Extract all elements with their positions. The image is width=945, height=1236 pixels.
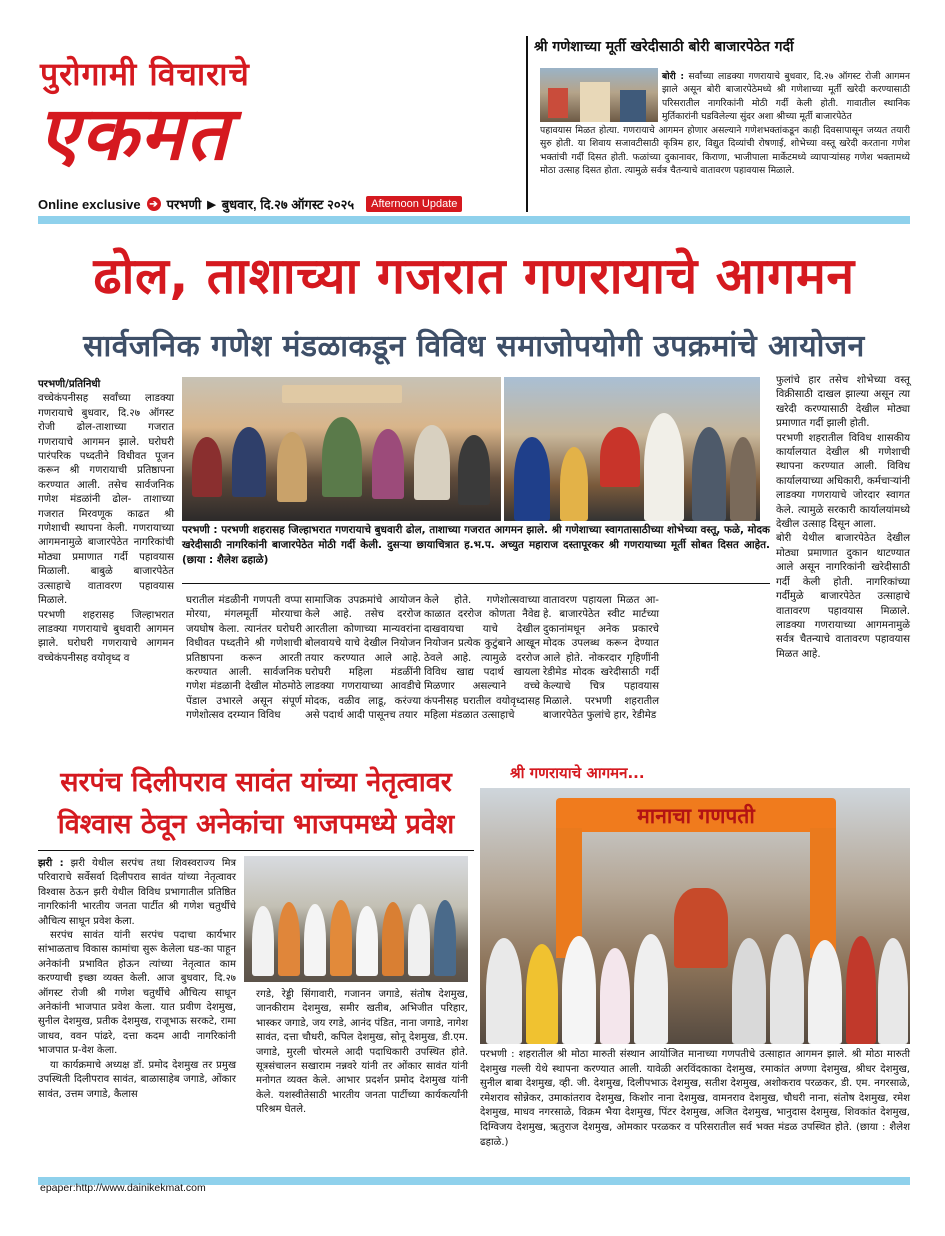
- photo-story-procession-photo: [480, 788, 910, 1044]
- masthead-logo: एकमत: [38, 91, 231, 177]
- main-story-column-right: [776, 374, 910, 662]
- photo-story-caption: परभणी : शहरातील श्री मोठा मारुती संस्थान आयोजित मानाच्या गणपतीचे उत्साहात आगमन झाले. श्री मोठा मारुती देशमुख गल्ली येथे स्थापना करण्यात आली. यावेळी अरविंदकाका देशमुख, रमाकांत अण्णा देशमुख, श्रीधर देशमुख, सुनील बाबा देशमुख, व्ही. जी. देशमुख, दिलीपभाऊ देशमुख, सतीश देशमुख, अशोकराव परळकर, डी. एम. नगरसाळे, रमेशराव सोन्नेकर, उमाकांतराव देशमुख, किशोर नाना देशमुख, वामनराव देशमुख, चौधरी नाना, संतोष देशमुख, रमेश देशमुख, माधव नगरसाळे, विक्रम भैया देशमुख, पिंटर देशमुख, अजित देशमुख, भानुदास देशमुख, शिवकांत देशमुख, दिग्विजय देशमुख, ऋतुराज देशमुख, ओमकार परळकर व परिसरातील सर्व भक्त मंडळ उपस्थित होते. (छाया : शैलेश ढहाळे.): [480, 1049, 910, 1148]
- main-photo-ganesh-idol: [504, 377, 760, 521]
- main-lower-column-4: वातावरण पहायला मिळत आ-हे. बाजारपेठेत स्वीट मार्टच्या दुकानांमधून अनेक प्रकारचे मोदक उपलब्ध करून देण्यात आले होते. नोकरदार गृहिणींनी रेडीमेड मोदक खरेदीसाठी गर्दी केल्याचे चित्र पहावयास मिळाले. परभणी शहरातील बाजारपेठेत फुलांचे हार, रेडीमेड: [543, 595, 659, 722]
- triangle-right-icon: ▶: [207, 198, 216, 211]
- date-label: बुधवार, दि.२७ ऑगस्ट २०२५: [221, 197, 355, 212]
- main-photo-market-crowd: [182, 377, 501, 521]
- story2-para-1-text: झरी येथील सरपंच तथा शिवस्वराज्य मित्र परिवाराचे सर्वेसर्वा दिलीपराव सावंत यांच्या नेतृत्वावर विश्वास ठेऊन झरी येथील विविध प्रभागातील प्रतिष्ठित नागरिकांनी भारतीय जनता पार्टीत श्री गणेश चतुर्थीचे औचित्य साधून प्रवेश केला.: [38, 858, 236, 927]
- main-para-2: परभणी शहरासह जिल्हाभरात लाडक्या गणरायाचे बुधवारी आगमन झाले. घरोघरी गणरायाचे आगमन वच्चेकंपनीसह वयोवृध्द व: [38, 609, 174, 664]
- story2-dateline: झरी :: [38, 858, 64, 869]
- brief-dateline: बोरी :: [662, 71, 685, 82]
- main-right-para-3: बोरी येथील बाजारपेठेत देखील मोठ्या प्रमाणात दुकान थाटण्यात आले असून नागरिकांनी खरेदीसाठी गर्दी केली होती. नागरिकांच्या गर्दीमुळे बाजारपेठेत उत्साहाचे वातावरण पहावयास मिळाले. लाडक्या गणरायाच्या आगमनामुळे सर्वत्र चैतन्याचे वातावरण पहावयास मिळत आहे.: [776, 533, 910, 660]
- afternoon-update-badge: Afternoon Update: [366, 196, 462, 212]
- photo-story-title: श्री गणरायाचे आगमन...: [510, 764, 645, 782]
- story2-column-2: रगडे, रेड्डी सिंगावारी, गजानन जगाडे, संतोष देशमुख, जानकीराम देशमुख, समीर खतीब, अभिजीत परिहार, भास्कर जगाडे, जय रगडे, आनंद पंडित, नाना जगाडे, नागेश सावंत, दत्ता चौधरी, कपिल देशमुख, सोनू देशमुख, डी.एम. जगाडे, मुरली चोरमले आदी पदाधिकारी उपस्थित होते. सूत्रसंचालन सखाराम नन्नवरे यांनी तर ओंकार सावंत यांनी मनोगत व्यक्त केले. आभार प्रदर्शन प्रमोद देशमुख यांनी केले. यशस्वीतेसाठी भारतीय जनता पार्टीच्या कार्यकर्त्यांनी परिश्रम घेतले.: [256, 989, 468, 1116]
- header-divider: [38, 216, 910, 224]
- edition-info-line: [38, 194, 522, 214]
- brief-title: श्री गणेशाच्या मूर्ती खरेदीसाठी बोरी बाजारपेठेत गर्दी: [534, 39, 794, 55]
- brief-text-continued: पहावयास मिळत होत्या. गणरायाचे आगमन होणार असल्याने गणेशभक्तांकडून काही दिवसापासून जय्यत तयारी सुरु होती. या शिवाय सजावटीसाठी कृत्रिम हार, विद्युत दिव्यांची रोषणाई, शोभेच्या वस्तू खरेदी करताना गणेश भक्तांची गर्दी दिसत होती. फळांच्या दुकानावर, किराणा, भाजीपाला मार्केटमध्ये व्यापाऱ्यांसह गणेश भक्तामध्ये मोठा उत्साह दिसत होता. त्यामुळे सर्वत्र चैतन्याचे वातावरण पहावयास मिळाले.: [540, 125, 911, 176]
- story2-column-1: [38, 857, 236, 1102]
- story2-para-1: [38, 857, 236, 929]
- main-lower-column-1: घरातील मंडळीनी गणपती वप्पा मोरया, मंगलमूर्ती मोरयाचा जयघोष केला. त्यानंतर घरोघरी विधीवत पध्दतीने श्री गणेशाची प्रतिष्ठापना करून आरती करण्यात आली. सार्वजनिक गणेश मंडळानी देखील मोठमोठे पेंडाल उभारले असून संपूर्ण गणेशोत्सव दरम्यान विविध: [186, 595, 302, 722]
- main-para-1: वच्चेकंपनीसह सर्वांच्या लाडक्या गणरायाचे बुधवार, दि.२७ ऑगस्ट रोजी ढोल-ताशाच्या गजरात गणरायाचे आगमन झाले. घरोघरी पारंपरिक पध्दतीने विधीवत पूजन करून श्री गणरायाची प्रतिष्ठापना करण्यात आली. तसेच सार्वजनिक गणेश मंडळांनी ढोल- ताशाच्या गजरात मिरवणूक काढत श्री गणेशाची स्थापना केली. गणरायाच्या आगमनामुळे बाजारपेठेत नागरिकांची मोठ्या प्रमाणात गर्दी पहावयास मिळाली. बाबुळे बाजारपेठेत उत्साहाचे वातावरण पहावयास मिळाले.: [38, 393, 174, 607]
- story2-group-photo: [244, 856, 468, 982]
- story2-para-3: या कार्यक्रमाचे अध्यक्ष डॉ. प्रमोद देशमुख तर प्रमुख उपस्थिती दिलीपराव सावंत, बाळासाहेब जगाडे, ओंकार सावंत, उत्तम जगाडे, कैलास: [38, 1059, 236, 1100]
- story2-divider: [38, 850, 474, 851]
- main-subheadline: सार्वजनिक गणेश मंडळाकडून विविध समाजोपयोगी उपक्रमांचे आयोजन: [83, 329, 865, 364]
- arch-pillar-right: [810, 828, 836, 958]
- main-dateline: परभणी/प्रतिनिधी: [38, 379, 101, 390]
- story2-para-2: सरपंच सावंत यांनी सरपंच पदाचा कार्यभार सांभाळताच विकास कामांचा सुरू केलेला धड-का पाहून अनेकांनी प्रभावित होऊन त्यांच्या नेतृत्वात काम करण्याची इच्छा व्यक्त केली. आज बुधवार, दि.२७ ऑगस्ट रोजी श्री गणेश चतुर्थीचे औचित्य साधून अनेकांनी भाजपात प्रवेश केला. यात प्रवीण देशमुख, सुनील देशमुख, प्रतीक देशमुख, राजूभाऊ सरकटे, रामा जाधव, ववन पांढरे, दत्ता कदम आदी नागरिकांनी भाजपात प्र-वेश केला.: [38, 930, 236, 1057]
- main-lower-column-3: केले होते. गणेशोत्सवाच्या काळात दररोज कोणता नैवेद्य दाखवायचा याचे देखील नियोजन प्रत्येक कुटुंबाने आखून ठेवले आहे. त्यामुळे दररोज विविध खाद्य पदार्थ खायला मिळणार असल्याने वच्चे कंपनीसह घरातील वयोवृध्दासह महिला मंडळात उत्साहाचे: [424, 595, 540, 722]
- story2-headline-line-2: विश्वास ठेवून अनेकांचा भाजपमध्ये प्रवेश: [57, 809, 455, 840]
- story2-headline-line-1: सरपंच दिलीपराव सावंत यांच्या नेतृत्वावर: [60, 767, 452, 798]
- main-story-column-1: [38, 378, 174, 666]
- city-label: परभणी: [166, 197, 202, 212]
- epaper-link[interactable]: epaper:http://www.dainikekmat.com: [40, 1182, 206, 1194]
- main-photo-caption: परभणी : परभणी शहरासह जिल्हाभरात गणरायाचे बुधवारी ढोल, ताशाच्या गजरात आगमन झाले. श्री गणेशाच्या स्वागतासाठीच्या शोभेच्या वस्तू, फळे, मोदक खरेदीसाठी नागरिकांनी बाजारपेठेत मोठी गर्दी केली. दुसऱ्या छायाचित्रात ह.भ.प. अच्युत महाराज दस्तापूरकर श्री गणरायाच्या मूर्ती सोबत दिसत आहेत. (छाया : शैलेश ढहाळे): [182, 524, 770, 566]
- caption-divider: [182, 583, 770, 584]
- main-right-para-2: परभणी शहरातील विविध शासकीय कार्यालयात देखील श्री गणेशाची स्थापना करण्यात आली. विविध कार्यालयाच्या अधिकारी, कर्मचाऱ्यांनी लाडक्या गणरायाचे जोरदार स्वागत केले. त्यामुळे सरकारी कार्यालयांमध्ये देखील उत्साह दिसून आला.: [776, 432, 910, 531]
- main-lower-column-2: सामाजिक उपक्रमांचे आयोजन केले आहे. तसेच दररोज आरतीला कोणाच्या मान्यवरांना बोलवायचे याचे देखील नियोजन तयार करण्यात आले आहे. घरोघरी महिला मंडळींनी लाडक्या गणरायाच्या आवडीचे मोदक, वळीव लाडू, करंज्या असे पदार्थ आदी पासूनच तयार: [305, 595, 421, 722]
- main-headline: ढोल, ताशाच्या गजरात गणरायाचे आगमन: [93, 247, 855, 305]
- brief-text: सर्वांच्या लाडक्या गणरायाचे बुधवार, दि.२७ ऑगस्ट रोजी आगमन झाले असून बोरी बाजारपेठेमध्ये श्री गणेशाच्या मूर्ती खरेदी करण्यासाठी परिसरातील नागरिकांनी मोठी गर्दी केली होती. गावातील स्थानिक मुर्तिकारांनी घडविलेल्या सुंदर अशा श्रीच्या मूर्ती बाजारपेठेत: [662, 71, 910, 122]
- brief-text-column: [662, 70, 910, 123]
- arrow-right-icon: ➔: [147, 197, 161, 211]
- online-exclusive-label: Online exclusive: [38, 196, 141, 212]
- main-right-para-1: फुलांचे हार तसेच शोभेच्या वस्तू विक्रीसाठी दाखल झाल्या असून त्या खरेदी करण्यासाठी देखील मोठ्या प्रमाणात गर्दी झाली होती.: [776, 375, 910, 430]
- arch-banner-text: मानाचा गणपती: [637, 803, 755, 828]
- brief-photo: [540, 68, 658, 122]
- masthead-tagline: पुरोगामी विचाराचे: [40, 55, 250, 93]
